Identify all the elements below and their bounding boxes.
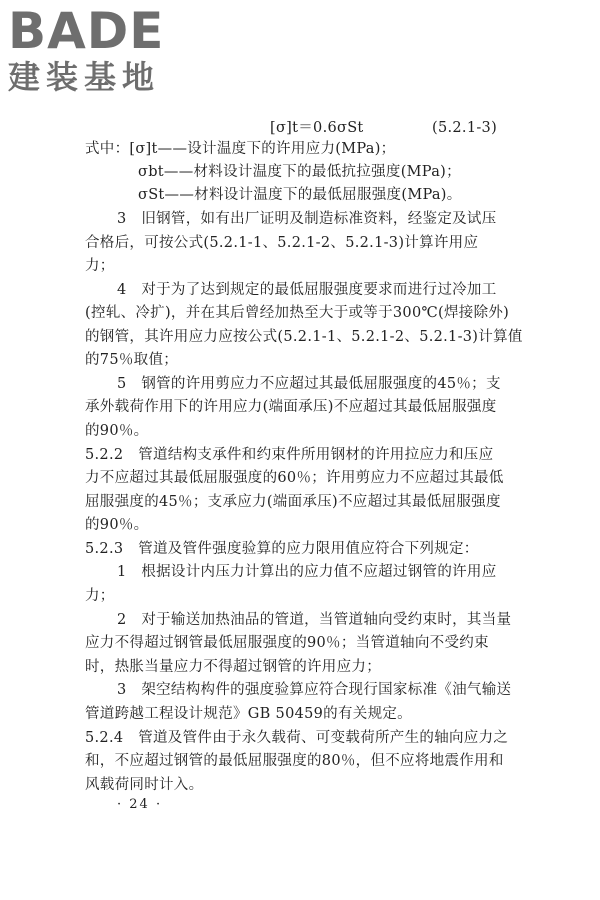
formula-number: (5.2.1-3) [432, 120, 498, 136]
paragraph-line: 4 对于为了达到规定的最低屈服强度要求而进行过冷加工 [117, 282, 497, 298]
logo-chinese-text: 建装基地 [8, 58, 161, 94]
paragraph-line: 力； [85, 588, 115, 604]
paragraph-line: 2 对于输送加热油品的管道，当管道轴向受约束时，其当量 [117, 612, 512, 628]
paragraph-line: 应力不得超过钢管最低屈服强度的90％；当管道轴向不受约束 [85, 635, 489, 651]
paragraph-line: 承外载荷作用下的许用应力(端面承压)不应超过其最低屈服强度 [85, 399, 497, 415]
page-number: · 24 · [117, 797, 163, 812]
paragraph-line: 和，不应超过钢管的最低屈服强度的80％，但不应将地震作用和 [85, 753, 504, 769]
paragraph-line: 3 架空结构构件的强度验算应符合现行国家标准《油气输送 [117, 682, 512, 698]
paragraph-line: 3 旧钢管，如有出厂证明及制造标准资料，经鉴定及试压 [117, 211, 497, 227]
symbol-definition: σbt——材料设计温度下的最低抗拉强度(MPa)； [138, 164, 461, 180]
paragraph-line: 的75％取值； [85, 352, 179, 368]
paragraph-line: 力不应超过其最低屈服强度的60％；许用剪应力不应超过其最低 [85, 470, 504, 486]
clause-5-2-3: 5.2.3 管道及管件强度验算的应力限用值应符合下列规定： [85, 541, 479, 557]
clause-5-2-2: 5.2.2 管道结构支承件和约束件所用钢材的许用拉应力和压应 [85, 447, 494, 463]
paragraph-line: 的90％。 [85, 423, 149, 439]
paragraph-line: 1 根据设计内压力计算出的应力值不应超过钢管的许用应 [117, 564, 497, 580]
where-clause: 式中：[σ]t——设计温度下的许用应力(MPa)； [85, 141, 396, 157]
paragraph-line: 风载荷同时计入。 [85, 777, 204, 793]
paragraph-line: 时，热胀当量应力不得超过钢管的许用应力； [85, 659, 381, 675]
paragraph-line: (控轧、冷扩)，并在其后曾经加热至大于或等于300℃(焊接除外) [85, 305, 510, 321]
paragraph-line: 管道跨越工程设计规范》GB 50459的有关规定。 [85, 706, 412, 722]
paragraph-line: 力； [85, 258, 115, 274]
symbol-definition: σSt——材料设计温度下的最低屈服强度(MPa)。 [138, 187, 462, 203]
paragraph-line: 的钢管，其许用应力应按公式(5.2.1-1、5.2.1-2、5.2.1-3)计算值 [85, 329, 523, 345]
paragraph-line: 5 钢管的许用剪应力不应超过其最低屈服强度的45％；支 [117, 376, 501, 392]
paragraph-line: 合格后，可按公式(5.2.1-1、5.2.1-2、5.2.1-3)计算许用应 [85, 235, 479, 251]
paragraph-line: 屈服强度的45％；支承应力(端面承压)不应超过其最低屈服强度 [85, 494, 501, 510]
logo-latin-text: BADE [8, 2, 165, 60]
formula: [σ]t＝0.6σSt [270, 120, 364, 136]
paragraph-line: 的90％。 [85, 517, 149, 533]
clause-5-2-4: 5.2.4 管道及管件由于永久载荷、可变载荷所产生的轴向应力之 [85, 730, 509, 746]
